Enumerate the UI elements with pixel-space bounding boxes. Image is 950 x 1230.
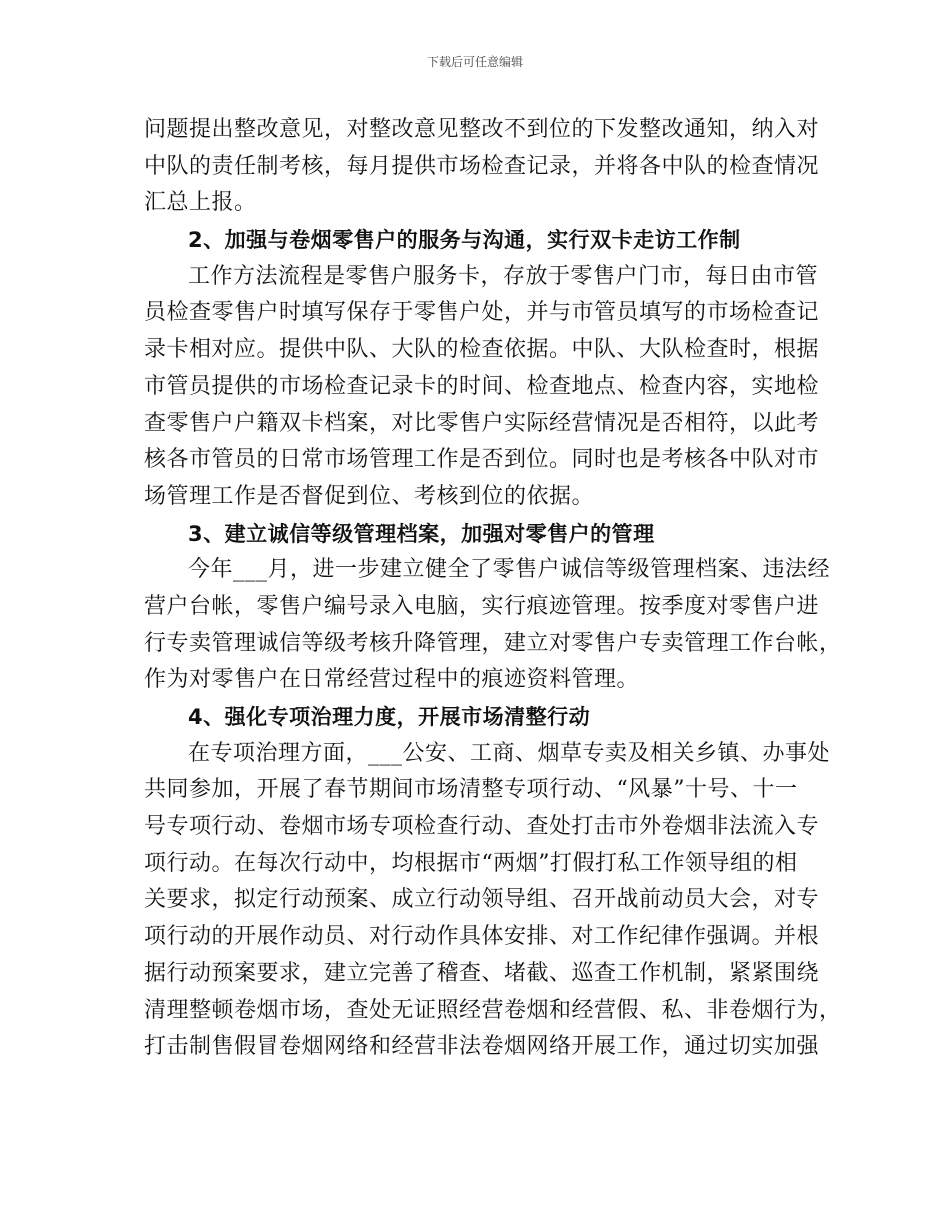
- page-header-note: 下载后可任意编辑: [426, 55, 523, 69]
- text-line: 共同参加，开展了春节期间市场清整专项行动、“风暴”十号、十一: [144, 777, 798, 803]
- section-heading: 4、强化专项治理力度，开展市场清整行动: [188, 705, 591, 729]
- text-line: 营户台帐，零售户编号录入电脑，实行痕迹管理。按季度对零售户进: [144, 593, 820, 619]
- text-line: 打击制售假冒卷烟网络和经营非法卷烟网络开展工作，通过切实加强: [144, 1034, 820, 1060]
- text-line: 市管员提供的市场检查记录卡的时间、检查地点、检查内容，实地检: [144, 373, 820, 399]
- text-line: 工作方法流程是零售户服务卡，存放于零售户门市，每日由市管: [188, 263, 819, 289]
- text-line: 作为对零售户在日常经营过程中的痕迹资料管理。: [144, 667, 640, 693]
- text-line: 项行动。在每次行动中，均根据市“两烟”打假打私工作领导组的相: [144, 850, 798, 876]
- text-line: 关要求，拟定行动预案、成立行动领导组、召开战前动员大会，对专: [144, 887, 820, 913]
- text-line: 号专项行动、卷烟市场专项检查行动、查处打击市外卷烟非法流入专: [144, 814, 820, 840]
- text-line: 中队的责任制考核，每月提供市场检查记录，并将各中队的检查情况: [144, 153, 820, 179]
- text-line: 员检查零售户时填写保存于零售户处，并与市管员填写的市场检查记: [144, 300, 820, 326]
- text-line: 问题提出整改意见，对整改意见整改不到位的下发整改通知，纳入对: [144, 117, 820, 142]
- text-line: 在专项治理方面，___公安、工商、烟草专卖及相关乡镇、办事处: [188, 740, 831, 766]
- text-line: 行专卖管理诚信等级考核升降管理，建立对零售户专卖管理工作台帐，: [144, 630, 842, 656]
- text-line: 项行动的开展作动员、对行动作具体安排、对工作纪律作强调。并根: [144, 924, 820, 950]
- text-line: 今年___月，进一步建立健全了零售户诚信等级管理档案、违法经: [188, 557, 831, 583]
- text-line: 场管理工作是否督促到位、考核到位的依据。: [144, 483, 595, 509]
- text-line: 汇总上报。: [144, 190, 257, 216]
- text-line: 核各市管员的日常市场管理工作是否到位。同时也是考核各中队对市: [144, 447, 820, 473]
- section-heading: 2、加强与卷烟零售户的服务与沟通，实行双卡走访工作制: [188, 228, 741, 253]
- text-line: 据行动预案要求，建立完善了稽查、堵截、巡查工作机制，紧紧围绕: [144, 960, 820, 986]
- text-line: 清理整顿卷烟市场，查处无证照经营卷烟和经营假、私、非卷烟行为，: [144, 997, 842, 1023]
- text-line: 录卡相对应。提供中队、大队的检查依据。中队、大队检查时，根据: [144, 337, 820, 363]
- text-line: 查零售户户籍双卡档案，对比零售户实际经营情况是否相符，以此考: [144, 410, 820, 436]
- section-heading: 3、建立诚信等级管理档案，加强对零售户的管理: [188, 521, 655, 546]
- document-body: [144, 112, 842, 1066]
